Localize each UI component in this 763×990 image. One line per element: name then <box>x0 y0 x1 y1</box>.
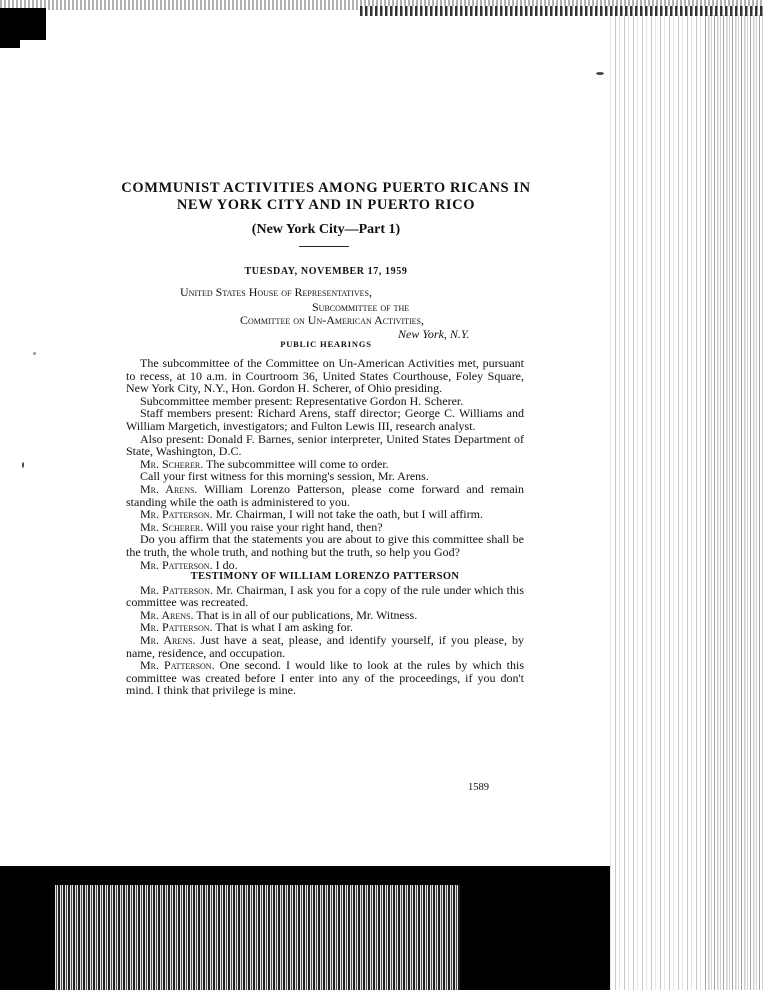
paragraph-text: That is what I am asking for. <box>215 620 354 635</box>
speaker-name: Mr. Patterson. <box>140 557 213 572</box>
paragraph-text: Also present: Donald F. Barnes, senior interpreter, United States Department of State, Washington, D.C. <box>126 431 524 459</box>
scan-bottom-shadow-right <box>470 866 610 990</box>
scan-speck <box>33 352 36 355</box>
paragraph-text: Just have a seat, please, and identify yourself, if you please, by name, residence, and occupation. <box>126 633 525 660</box>
paragraph-text: The subcommittee of the Committee on Un-American Activities met, pursuant to recess, at 10 a.m. in Courtroom 36, United States Courthouse, Foley Square, New York City, N.Y., Hon. Gordon H. Scherer, of Ohio presiding. <box>126 356 524 396</box>
scan-right-edge-dark <box>705 15 763 990</box>
address-line-2: Subcommittee of the <box>312 300 410 314</box>
paragraph-text: Subcommittee member present: Representative Gordon H. Scherer. <box>140 393 464 408</box>
paragraph-text: The subcommittee will come to order. <box>206 456 389 471</box>
document-title-line-1: COMMUNIST ACTIVITIES AMONG PUERTO RICANS IN <box>121 180 531 196</box>
paragraph <box>126 483 524 508</box>
paragraph-text: I do. <box>215 557 238 572</box>
paragraph <box>126 533 524 558</box>
scan-corner-shadow-left <box>0 8 20 48</box>
paragraph-text: That is in all of our publications, Mr. Witness. <box>196 607 418 622</box>
paragraph-text: Do you affirm that the statements you are about to give this committee shall be the truth, the whole truth, and nothing but the truth, so help you God? <box>126 532 524 559</box>
paragraph-text: Mr. Chairman, I ask you for a copy of the rule under which this committee was recreated. <box>126 582 525 610</box>
paragraph-text: William Lorenzo Patterson, please come forward and remain standing while the oath is administered to you. <box>126 481 524 509</box>
speaker-name: Mr. Patterson. <box>140 582 213 597</box>
document-subtitle: (New York City—Part 1) <box>251 222 401 237</box>
paragraph <box>126 407 524 432</box>
paragraph <box>126 559 524 572</box>
address-line-4: New York, N.Y. <box>398 327 470 341</box>
paragraph-text: Will you raise your right hand, then? <box>206 519 383 534</box>
paragraph-text: Staff members present: Richard Arens, staff director; George C. Williams and William Margetich, investigators; and Fulton Lewis III, research analyst. <box>126 406 524 433</box>
section-heading: PUBLIC HEARINGS <box>280 339 372 349</box>
paragraph <box>126 584 524 609</box>
testimony-paragraphs <box>126 584 524 697</box>
speaker-name: Mr. Patterson. <box>140 620 213 635</box>
scan-speck <box>22 462 24 468</box>
paragraph <box>126 357 524 395</box>
hearing-date: TUESDAY, NOVEMBER 17, 1959 <box>244 266 408 277</box>
address-line-3: Committee on Un-American Activities, <box>240 313 424 327</box>
speaker-name: Mr. Arens. <box>140 633 196 648</box>
speaker-name: Mr. Arens. <box>140 607 194 622</box>
speaker-name: Mr. Scherer. <box>140 519 204 534</box>
paragraph-text: Call your first witness for this morning's session, Mr. Arens. <box>140 469 429 484</box>
document-body <box>126 357 524 697</box>
speaker-name: Mr. Arens. <box>140 481 198 496</box>
paragraph <box>126 433 524 458</box>
scan-bottom-noise <box>55 885 460 990</box>
address-line-1: United States House of Representatives, <box>180 285 372 299</box>
scan-speck <box>596 72 604 75</box>
paragraph-text: One second. I would like to look at the rules by which this committee was created before I enter into any of the proceedings, if you don't mind. I think that privilege is mine. <box>126 658 524 698</box>
page-number: 1589 <box>468 782 489 793</box>
speaker-name: Mr. Patterson. <box>140 658 215 673</box>
opening-paragraphs <box>126 357 524 571</box>
title-divider <box>299 246 349 247</box>
document-title-line-2: NEW YORK CITY AND IN PUERTO RICO <box>176 197 476 213</box>
speaker-name: Mr. Patterson. <box>140 507 213 522</box>
paragraph-text: Mr. Chairman, I will not take the oath, but I will affirm. <box>215 507 483 522</box>
paragraph <box>126 659 524 697</box>
speaker-name: Mr. Scherer. <box>140 456 204 471</box>
paragraph <box>126 634 524 659</box>
testimony-heading: TESTIMONY OF WILLIAM LORENZO PATTERSON <box>190 571 460 583</box>
